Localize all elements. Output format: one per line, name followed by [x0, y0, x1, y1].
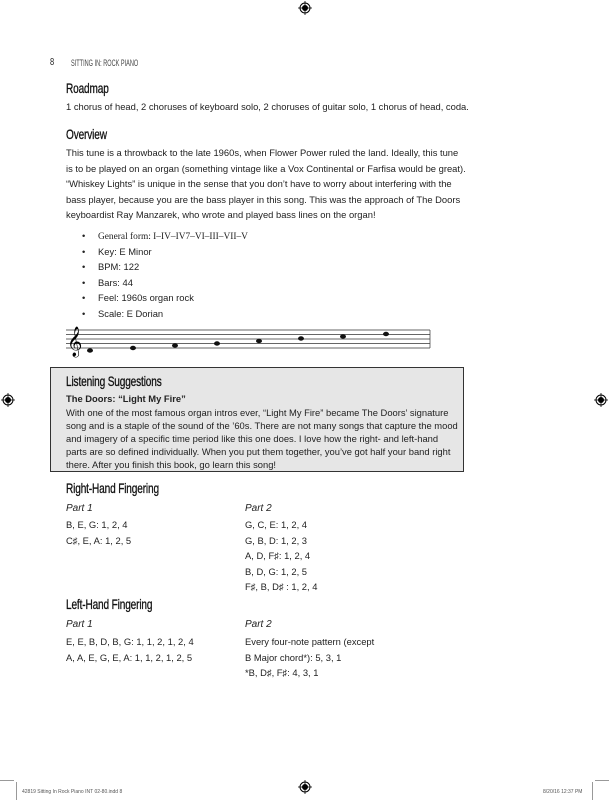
lh-part2-label: Part 2 — [245, 619, 272, 630]
bullet-text: Key: E Minor — [98, 245, 152, 257]
list-item: G, B, D: 1, 2, 3 — [245, 534, 308, 546]
treble-clef-icon: 𝄞 — [67, 327, 83, 357]
list-item: • Key: E Minor — [82, 245, 152, 257]
listening-suggestions-box — [50, 367, 464, 472]
song-title: The Doors: “Light My Fire” — [66, 393, 186, 404]
text-line: With one of the most famous organ intros ever, “Light My Fire” became The Doors’ signature — [66, 407, 449, 418]
lh-part2-list — [245, 634, 374, 681]
list-item: • Bars: 44 — [82, 276, 133, 288]
text-line: This tune is a throwback to the late 1960s, when Flower Power ruled the land. Ideally, this tune — [66, 147, 459, 158]
list-item: *B, D♯, F♯: 4, 3, 1 — [245, 667, 319, 679]
registration-mark-icon — [594, 393, 608, 407]
overview-bullets — [82, 228, 248, 322]
list-item: C♯, E, A: 1, 2, 5 — [66, 534, 132, 546]
listening-paragraph — [66, 406, 458, 471]
list-item: B, E, G: 1, 2, 4 — [66, 519, 128, 530]
roadmap-heading: Roadmap — [66, 80, 109, 96]
text-line: and imagery of a specific time period like this one does. I love how the right- and left-hand — [66, 433, 439, 444]
rh-part2-label: Part 2 — [245, 503, 272, 514]
left-hand-heading: Left-Hand Fingering — [66, 596, 153, 612]
rh-part2-list — [245, 517, 317, 595]
list-item: A, D, F♯: 1, 2, 4 — [245, 550, 311, 562]
list-item: Every four-note pattern (except — [245, 636, 375, 647]
bullet-text: Feel: 1960s organ rock — [98, 292, 194, 304]
crop-mark — [595, 780, 609, 781]
lh-part1-list — [66, 634, 194, 665]
page-number: 8 — [50, 57, 55, 68]
right-hand-heading: Right-Hand Fingering — [66, 480, 159, 496]
rh-part1-label: Part 1 — [66, 503, 93, 514]
text-line: song and is a staple of the sound of the ’60s. There are not many songs that capture the mood — [66, 420, 458, 431]
running-title: SITTING IN: ROCK PIANO — [71, 58, 139, 68]
text-line: keyboardist Ray Manzarek, who wrote and played bass lines on the organ! — [66, 209, 376, 221]
list-item: G, C, E: 1, 2, 4 — [245, 519, 308, 530]
crop-mark — [0, 780, 14, 781]
scale-notes — [87, 332, 389, 353]
overview-heading: Overview — [66, 126, 107, 142]
list-item: F♯, B, D♯ : 1, 2, 4 — [245, 581, 318, 593]
text-line: parts are so defined individually. When you put them together, you’ve got half your band right — [66, 446, 451, 457]
text-line: “Whiskey Lights” is unique in the sense that you don’t have to worry about interfering with the — [66, 178, 452, 190]
bullet-text: Bars: 44 — [98, 276, 133, 288]
list-item: B, D, G: 1, 2, 5 — [245, 565, 308, 577]
list-item: • Feel: 1960s organ rock — [82, 292, 194, 304]
registration-mark-icon — [298, 1, 312, 15]
text-line: is to be played on an organ (something vintage like a Vox Continental or Farfisa would be great). — [66, 162, 466, 174]
bullet-text: BPM: 122 — [98, 261, 140, 273]
list-item: • General form: I–IV–IV7–VI–III–VII–V — [82, 230, 248, 242]
crop-mark — [16, 782, 17, 800]
text-line: bass player, because you are the bass player in this song. This was the approach of The Doors — [66, 193, 461, 205]
registration-mark-icon — [298, 780, 312, 794]
bullet-text: Scale: E Dorian — [98, 307, 164, 319]
list-item: E, E, B, D, B, G: 1, 1, 2, 1, 2, 4 — [66, 636, 194, 647]
listening-heading: Listening Suggestions — [66, 373, 162, 389]
list-item: A, A, E, G, E, A: 1, 1, 2, 1, 2, 5 — [66, 651, 193, 663]
list-item: • Scale: E Dorian — [82, 307, 164, 319]
slug-filename: 42819 Sitting In Rock Piano INT 02-80.indd 8 — [22, 789, 123, 795]
crop-mark — [592, 782, 593, 800]
text-line: there. After you finish this book, go learn this song! — [66, 459, 277, 470]
list-item: • BPM: 122 — [82, 261, 140, 273]
overview-paragraph — [66, 145, 546, 223]
registration-mark-icon — [1, 393, 15, 407]
slug-date: 8/20/16 12:37 PM — [543, 789, 583, 795]
rh-part1-list — [66, 517, 131, 548]
roadmap-text: 1 chorus of head, 2 choruses of keyboard solo, 2 choruses of guitar solo, 1 chorus of head, coda. — [66, 101, 469, 112]
list-item: B Major chord*): 5, 3, 1 — [245, 651, 342, 663]
lh-part1-label: Part 1 — [66, 619, 93, 630]
bullet-text: General form: I–IV–IV7–VI–III–VII–V — [98, 232, 248, 242]
e-dorian-scale-staff — [64, 322, 434, 362]
